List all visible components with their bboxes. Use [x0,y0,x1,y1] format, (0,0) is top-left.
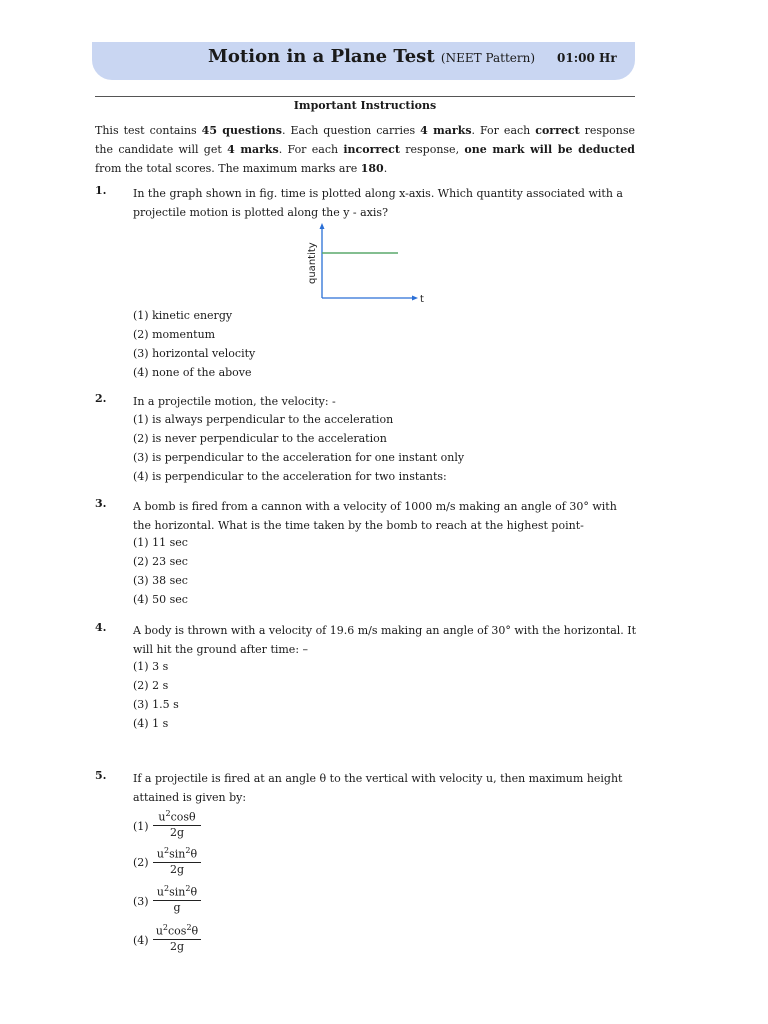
option-3: (3) 1.5 s [133,698,179,711]
option-2: (2) 23 sec [133,555,188,568]
x-axis-arrow [412,296,418,301]
option-4-formula: $\frac{u^2\cos^2\theta}{2g}$ [153,923,201,953]
option-4: (4) none of the above [133,366,252,379]
question-text: If a projectile is fired at an angle θ to the vertical with velocity u, then maximum height attained is given by: [133,772,623,804]
question-3 [95,497,640,612]
option-1: (1) is always perpendicular to the acceleration [133,413,394,426]
question-text: In the graph shown in fig. time is plotted along x-axis. Which quantity associated with a projectile motion is plotted along the y - axis? [133,187,623,219]
option-4-label: (4) [133,934,149,947]
option-1: (1) 11 sec [133,536,188,549]
instructions-heading: Important Instructions [293,99,437,112]
option-3-formula: $\frac{u^2\sin^2\theta}{g}$ [153,884,201,914]
option-2: (2) momentum [133,328,216,341]
y-axis-arrow [320,223,325,229]
question-number: 5. [95,769,107,782]
option-3: (3) 38 sec [133,574,188,587]
option-3: (3) is perpendicular to the acceleration for one instant only [133,451,465,464]
option-1: (1) 3 s [133,660,169,673]
question-1 [95,184,640,384]
question-2 [95,392,640,492]
question-5 [95,769,640,969]
question-1-graph [300,222,430,302]
question-number: 3. [95,497,107,510]
question-text: A body is thrown with a velocity of 19.6 m/s making an angle of 30° with the horizontal. It will hit the ground after time: – [133,624,637,656]
option-3-label: (3) [133,895,149,908]
question-number: 4. [95,621,107,634]
question-text: In a projectile motion, the velocity: - [133,395,336,408]
question-text: A bomb is fired from a cannon with a velocity of 1000 m/s making an angle of 30° with the horizontal. What is the time taken by the bomb to reach at the highest point- [133,500,617,532]
option-4: (4) 50 sec [133,593,188,606]
instructions-text: This test contains 45 questions. Each question carries 4 marks. For each correct response the candidate will get 4 marks. For each incorrect response, one mark will be deducted from the total scores. The maximum marks are 180. [95,124,635,175]
question-4 [95,621,640,736]
option-1-label: (1) [133,820,149,833]
option-2: (2) is never perpendicular to the acceleration [133,432,387,445]
option-1-formula: $\frac{u^2\cos\theta}{2g}$ [153,809,201,839]
y-axis-label: quantity [307,242,318,284]
test-title: Motion in a Plane Test (NEET Pattern) [208,46,536,67]
divider [95,96,635,97]
test-duration: 01:00 Hr [557,51,617,65]
option-4: (4) is perpendicular to the acceleration for two instants: [133,470,447,483]
pattern-label: (NEET Pattern) [440,51,536,65]
question-number: 2. [95,392,107,405]
option-2-label: (2) [133,856,149,869]
option-2-formula: $\frac{u^2\sin^2\theta}{2g}$ [153,846,201,876]
question-number: 1. [95,184,107,197]
option-1: (1) kinetic energy [133,309,233,322]
option-4: (4) 1 s [133,717,169,730]
x-axis-label: t [420,294,424,302]
option-3: (3) horizontal velocity [133,347,256,360]
option-2: (2) 2 s [133,679,169,692]
